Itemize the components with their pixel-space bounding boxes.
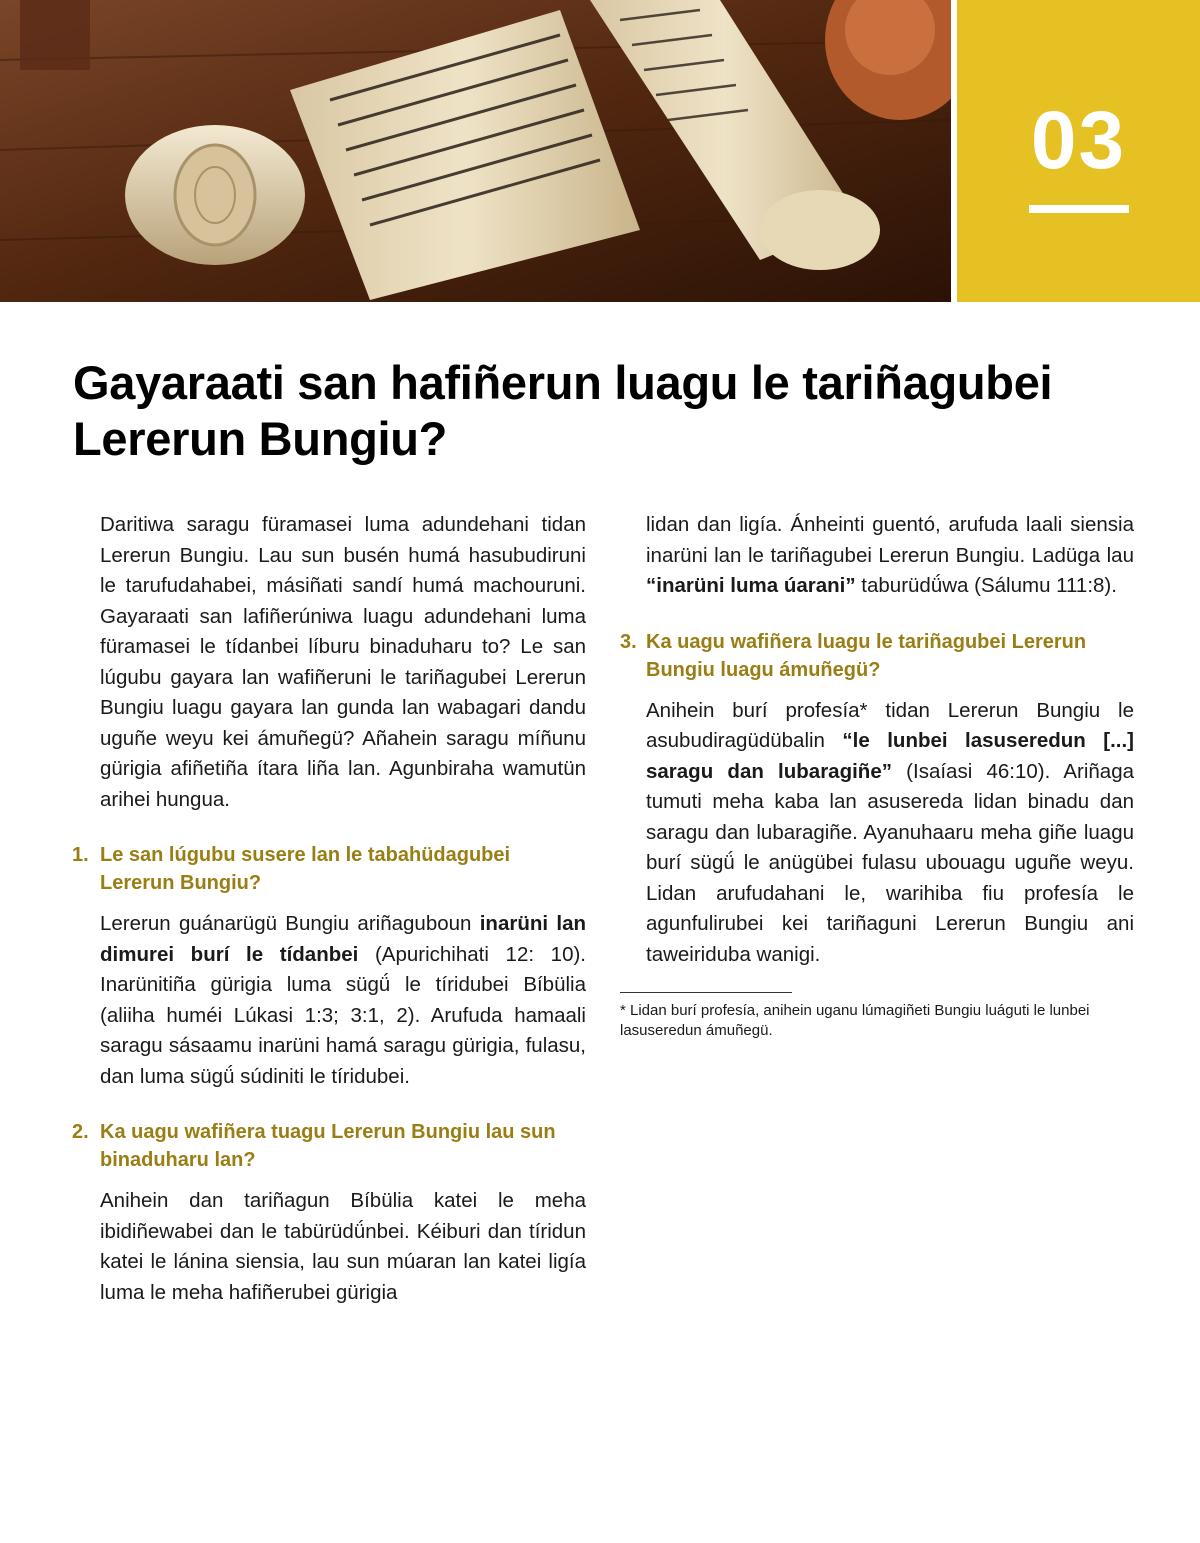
section-3-text-after: (Isaíasi 46:10). Ariñaga tumuti meha kaba lan asusereda lidan binadu dan saragu dan lubaragiñe. Ayanuhaaru meha giñe luagu burí sügǘ le anügübei fulasu ubouagu uguñe weyu. Lidan arufudahani le, warihiba fiu profesía le agunfulirubei kei tariñaguni Lererun Bungiu ani taweiriduba wanigi. bbox=[646, 759, 1134, 966]
section-3-text: Anihein burí profesía* tidan Lererun Bungiu le asubudiragüdübalin bbox=[646, 698, 1134, 752]
section-1-text-after: (Apurichihati 12: 10). Inarünitiña gürigia luma sügǘ le tíridubei Bíbülia (aliiha huméi Lúkasi 1:3; 3:1, 2). Arufuda hamaali saragu sásaamu inarüni hamá saragu gürigia, fulasu, dan luma sügǘ súdiniti le tíridubei. bbox=[100, 942, 586, 1088]
section-1-paragraph bbox=[100, 909, 586, 1092]
scrolls-illustration bbox=[0, 0, 951, 302]
section-2-title: Ka uagu wafiñera tuagu Lererun Bungiu lau sun binaduharu lan? bbox=[100, 1121, 556, 1171]
section-3-title: Ka uagu wafiñera luagu le tariñagubei Lererun Bungiu luagu ámuñegü? bbox=[646, 630, 1087, 681]
intro-paragraph: Daritiwa saragu füramasei luma adundehani tidan Lererun Bungiu. Lau sun busén humá hasubudiruni le tarufudahabei, másiñati sandí humá machouruni. Gayaraati san lafiñerúniwa luagu adundehani luma füramasei le tídanbei líburu binaduharu to? Le san lúgubu gayara lan wafiñeruni le tariñagubei Lererun Bungiu luagu gayara lan gunda lan wabagari dandu uguñe weyu kei ámuñegü? Añahein saragu míñunu gürigia afiñetiña ítara liña lan. Agunbiraha wamutün arihei hungua. bbox=[100, 513, 586, 811]
hero-image-scrolls bbox=[0, 0, 951, 302]
section-3-paragraph bbox=[646, 696, 1134, 971]
section-1-bold: inarüni lan dimurei burí le tídanbei bbox=[100, 912, 586, 966]
section-1-heading bbox=[72, 841, 586, 897]
section-2-heading bbox=[72, 1118, 586, 1174]
section-3-bold: “le lunbei lasuseredun [...] saragu dan lubaragiñe” bbox=[646, 729, 1134, 783]
page-title: Gayaraati san hafiñerun luagu le tariñagubei Lererun Bungiu? bbox=[73, 356, 1053, 465]
section-3-number: 3. bbox=[620, 630, 637, 653]
chapter-number: 03 bbox=[1030, 95, 1127, 186]
section-1-number: 1. bbox=[72, 844, 89, 866]
section-2-text-after: taburüdǘwa (Sálumu 111:8). bbox=[855, 574, 1117, 597]
section-2-paragraph-part2 bbox=[646, 510, 1134, 602]
chapter-badge bbox=[957, 0, 1200, 302]
chapter-underline bbox=[1029, 205, 1129, 213]
section-2-text: lidan dan ligía. Ánheinti guentó, arufuda laali siensia inarüni lan le tariñagubei Lererun Bungiu. Ladüga lau bbox=[646, 513, 1134, 567]
footnote-rule bbox=[620, 992, 792, 993]
right-column bbox=[620, 510, 1134, 1041]
section-2-paragraph-part1: Anihein dan tariñagun Bíbülia katei le meha ibidiñewabei dan le tabürüdǘnbei. Kéiburi dan tíridun katei le lánina siensia, lau sun múaran lan katei ligía luma le meha hafiñerubei gürigia bbox=[100, 1189, 586, 1304]
section-3-heading bbox=[620, 628, 1134, 684]
left-column bbox=[72, 510, 586, 1308]
section-1-text: Lererun guánarügü Bungiu ariñaguboun bbox=[100, 912, 480, 935]
section-2-number: 2. bbox=[72, 1121, 89, 1143]
section-2-bold: “inarüni luma úarani” bbox=[646, 574, 856, 597]
footnote: * Lidan burí profesía, anihein uganu lúmagiñeti Bungiu luáguti le lunbei lasuseredun ámuñegü. bbox=[620, 1002, 1090, 1039]
section-1-title: Le san lúgubu susere lan le tabahüdagubei Lererun Bungiu? bbox=[100, 844, 511, 894]
